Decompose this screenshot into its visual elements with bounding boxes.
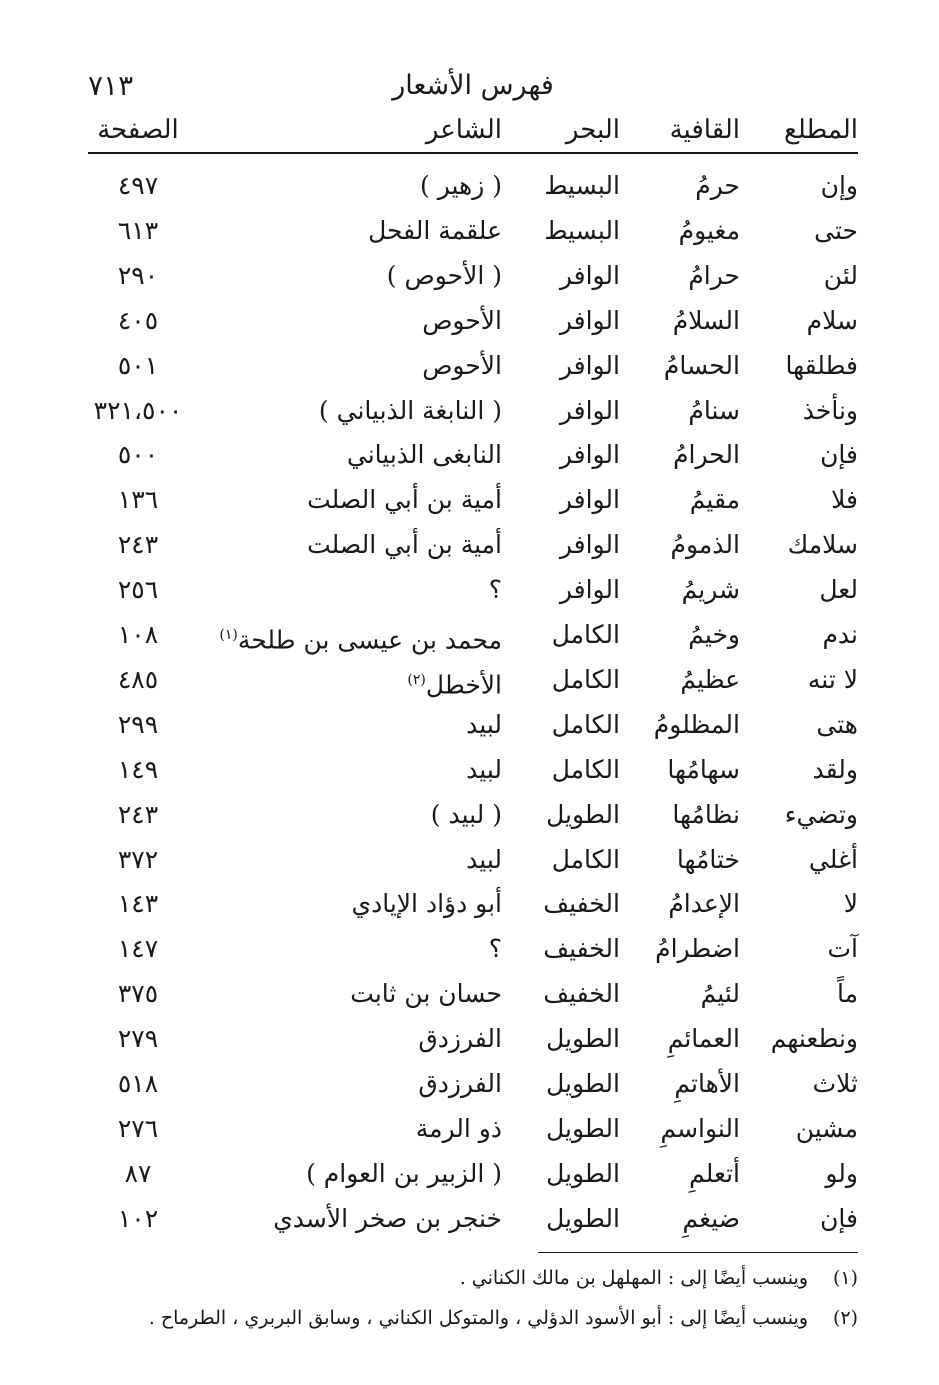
table-row xyxy=(88,613,858,657)
table-row xyxy=(88,164,858,208)
poetry-index-table xyxy=(88,164,858,1244)
poet-name: خنجر بن صخر الأسدي xyxy=(273,1203,502,1233)
cell-qafiya: وخيمُ xyxy=(688,620,740,649)
cell-matla: آت xyxy=(827,934,858,964)
cell-bahr: الطويل xyxy=(546,1113,620,1143)
table-row xyxy=(88,1017,858,1061)
cell-safha: ٢٩٠ xyxy=(117,260,159,290)
cell-matla: هتى xyxy=(816,709,858,739)
cell-bahr: الكامل xyxy=(551,664,620,694)
poet-name: ( لبيد ) xyxy=(430,799,502,829)
cell-qafiya: حرمُ xyxy=(695,171,740,200)
cell-bahr: الوافر xyxy=(559,260,620,290)
cell-qafiya: سهامُها xyxy=(667,754,740,784)
cell-safha: ٢٤٣ xyxy=(117,799,159,829)
cell-safha: ٤٠٥ xyxy=(117,305,159,335)
footnote-text: وينسب أيضًا إلى : المهلهل بن مالك الكناني . xyxy=(459,1267,808,1289)
cell-qafiya: اضطرامُ xyxy=(655,934,740,964)
cell-matla: فلا xyxy=(831,485,858,515)
cell-matla: حتى xyxy=(814,215,858,245)
cell-qafiya: السلامُ xyxy=(672,305,740,335)
cell-bahr: البسيط xyxy=(544,215,620,245)
cell-safha: ١٠٢ xyxy=(117,1203,159,1233)
cell-bahr: الوافر xyxy=(559,350,620,380)
cell-shaer xyxy=(416,1107,502,1151)
poet-name: ذو الرمة xyxy=(415,1113,502,1143)
cell-safha: ٥٠٠ xyxy=(117,440,159,470)
footnote-mark: (١) xyxy=(832,1267,858,1289)
cell-bahr: الطويل xyxy=(546,1024,620,1054)
table-row xyxy=(88,793,858,837)
poet-name: أبو دؤاد الإيادي xyxy=(351,889,502,919)
cell-shaer xyxy=(418,1017,502,1061)
table-row xyxy=(88,254,858,298)
cell-shaer xyxy=(219,613,502,662)
table-row xyxy=(88,299,858,343)
cell-shaer xyxy=(466,748,502,792)
cell-qafiya: ختامُها xyxy=(676,844,740,874)
poet-name: الفرزدق xyxy=(418,1069,502,1098)
table-row xyxy=(88,344,858,388)
table-row xyxy=(88,838,858,882)
page-header xyxy=(88,66,858,106)
cell-safha: ١٣٦ xyxy=(117,485,159,515)
cell-bahr: الخفيف xyxy=(543,889,620,919)
cell-matla: لا xyxy=(843,889,858,919)
cell-matla: ولقد xyxy=(812,754,858,784)
poet-name: الأخطل xyxy=(425,670,502,700)
poet-name: ( زهير ) xyxy=(420,171,502,200)
footnote xyxy=(148,1298,858,1338)
cell-bahr: الخفيف xyxy=(543,934,620,964)
cell-bahr: الكامل xyxy=(551,620,620,649)
cell-safha: ٥٠١ xyxy=(117,350,159,380)
cell-safha: ٤٩٧ xyxy=(117,171,159,200)
footnote-mark: (٢) xyxy=(832,1307,858,1329)
column-header-qafiya: القافية xyxy=(669,115,740,145)
cell-bahr: الكامل xyxy=(551,754,620,784)
table-row xyxy=(88,568,858,612)
cell-bahr: الطويل xyxy=(546,1203,620,1233)
cell-shaer xyxy=(418,1062,502,1106)
cell-safha: ٣٧٥ xyxy=(117,979,159,1009)
cell-matla: ونطعنهم xyxy=(770,1024,858,1054)
cell-bahr: الكامل xyxy=(551,844,620,874)
cell-matla: لئن xyxy=(823,260,858,290)
column-header-safha: الصفحة xyxy=(97,115,179,145)
cell-matla: سلام xyxy=(806,305,858,335)
cell-shaer xyxy=(407,658,502,707)
cell-matla: سلامك xyxy=(787,530,858,560)
cell-qafiya: عظيمُ xyxy=(680,664,740,694)
table-row xyxy=(88,703,858,747)
cell-shaer xyxy=(352,882,502,926)
cell-qafiya: أتعلمِ xyxy=(689,1158,740,1188)
poet-name: أمية بن أبي الصلت xyxy=(307,485,502,515)
header-rule xyxy=(88,152,858,154)
table-row xyxy=(88,478,858,522)
table-row xyxy=(88,389,858,433)
cell-shaer xyxy=(350,972,502,1016)
poet-name: الأحوص xyxy=(422,350,502,380)
cell-qafiya: مغيومُ xyxy=(678,215,740,245)
cell-safha: ٢٧٦ xyxy=(117,1113,159,1143)
footnote xyxy=(158,1258,858,1298)
cell-qafiya: الأهاتمِ xyxy=(674,1069,740,1098)
poet-name: علقمة الفحل xyxy=(368,215,502,245)
poet-name: ( الأحوص ) xyxy=(386,260,502,290)
cell-bahr: الخفيف xyxy=(543,979,620,1009)
cell-bahr: الوافر xyxy=(559,575,620,605)
cell-safha: ٦١٣ xyxy=(117,215,159,245)
table-row xyxy=(88,1107,858,1151)
cell-qafiya: شريمُ xyxy=(681,575,740,605)
table-row xyxy=(88,433,858,477)
cell-shaer xyxy=(422,344,502,388)
cell-qafiya: نظامُها xyxy=(672,799,740,829)
cell-shaer xyxy=(306,1152,502,1196)
cell-shaer xyxy=(387,254,502,298)
cell-safha: ٥١٨ xyxy=(117,1069,159,1098)
cell-matla: وإن xyxy=(820,171,858,200)
cell-bahr: الوافر xyxy=(559,530,620,560)
cell-safha: ٣٧٢ xyxy=(117,844,159,874)
poet-name: ؟ xyxy=(488,934,502,964)
cell-shaer xyxy=(347,433,502,477)
cell-safha: ١٤٧ xyxy=(117,934,159,964)
poet-name: لبيد xyxy=(466,844,502,874)
cell-shaer xyxy=(307,478,502,522)
footnote-rule xyxy=(538,1252,858,1253)
cell-shaer xyxy=(466,838,502,882)
cell-matla: أغلي xyxy=(808,844,858,874)
table-row xyxy=(88,1197,858,1241)
cell-matla: ماً xyxy=(836,979,858,1009)
table-row xyxy=(88,882,858,926)
cell-bahr: الطويل xyxy=(546,1158,620,1188)
table-row xyxy=(88,209,858,253)
footnote-reference: (١) xyxy=(219,627,238,643)
poet-name: لبيد xyxy=(466,754,502,784)
cell-qafiya: ضيغمِ xyxy=(682,1203,740,1233)
table-row xyxy=(88,1062,858,1106)
cell-bahr: الوافر xyxy=(559,305,620,335)
cell-safha: ١٠٨ xyxy=(117,620,159,649)
cell-shaer xyxy=(489,927,502,971)
cell-matla: ونأخذ xyxy=(802,395,858,425)
footnote-reference: (٢) xyxy=(407,671,426,688)
cell-shaer xyxy=(466,703,502,747)
cell-qafiya: الحسامُ xyxy=(663,350,740,380)
cell-matla: فإن xyxy=(820,1203,858,1233)
page-title: فهرس الأشعار xyxy=(392,70,554,101)
cell-matla: وتضيء xyxy=(784,799,858,829)
cell-shaer xyxy=(307,523,502,567)
cell-matla: لعل xyxy=(819,575,858,605)
column-header-shaer: الشاعر xyxy=(425,115,502,145)
cell-matla: لا تنه xyxy=(807,664,858,694)
cell-bahr: الوافر xyxy=(559,485,620,515)
poet-name: أمية بن أبي الصلت xyxy=(307,530,502,560)
cell-qafiya: الحرامُ xyxy=(673,440,740,470)
cell-safha: ٣٢١،٥٠٠ xyxy=(93,395,183,425)
cell-safha: ٢٧٩ xyxy=(117,1024,159,1054)
column-header-bahr: البحر xyxy=(565,115,620,145)
cell-shaer xyxy=(368,209,502,253)
cell-bahr: الوافر xyxy=(559,395,620,425)
cell-safha: ٨٧ xyxy=(124,1158,152,1188)
cell-qafiya: الإعدامُ xyxy=(668,889,740,919)
cell-matla: ولو xyxy=(825,1158,858,1188)
cell-bahr: الكامل xyxy=(551,709,620,739)
cell-matla: فطلقها xyxy=(785,350,858,380)
cell-matla: ثلاث xyxy=(812,1069,858,1098)
cell-bahr: الوافر xyxy=(559,440,620,470)
cell-bahr: الطويل xyxy=(546,799,620,829)
cell-qafiya: سنامُ xyxy=(688,395,740,425)
cell-bahr: الطويل xyxy=(546,1069,620,1098)
table-row xyxy=(88,927,858,971)
poet-name: حسان بن ثابت xyxy=(350,979,502,1009)
cell-shaer xyxy=(273,1197,502,1241)
poet-name: الأحوص xyxy=(422,305,502,335)
footnote-text: وينسب أيضًا إلى : أبو الأسود الدؤلي ، والمتوكل الكناني ، وسابق البربري ، الطرماح . xyxy=(148,1307,808,1329)
cell-qafiya: المظلومُ xyxy=(653,709,740,739)
cell-qafiya: النواسمِ xyxy=(660,1113,740,1143)
column-headers xyxy=(88,108,858,152)
cell-qafiya: حرامُ xyxy=(688,260,740,290)
cell-shaer xyxy=(319,389,502,433)
footnotes xyxy=(148,1258,858,1338)
cell-shaer xyxy=(420,164,502,208)
cell-safha: ٢٥٦ xyxy=(117,575,159,605)
poet-name: ( النابغة الذبياني ) xyxy=(318,395,502,425)
column-header-matla: المطلع xyxy=(784,115,858,145)
cell-safha: ٢٩٩ xyxy=(117,709,159,739)
cell-bahr: البسيط xyxy=(544,171,620,200)
poet-name: الفرزدق xyxy=(418,1024,502,1054)
poet-name: لبيد xyxy=(466,709,502,739)
cell-matla: مشين xyxy=(795,1113,858,1143)
cell-matla: فإن xyxy=(820,440,858,470)
cell-shaer xyxy=(422,299,502,343)
poet-name: ؟ xyxy=(488,575,502,605)
poet-name: محمد بن عيسى بن طلحة xyxy=(237,625,502,655)
cell-qafiya: الذمومُ xyxy=(670,530,740,560)
table-row xyxy=(88,972,858,1016)
page-number: ٧١٣ xyxy=(88,69,134,102)
poet-name: النابغى الذبياني xyxy=(346,440,502,470)
cell-safha: ١٤٣ xyxy=(117,889,159,919)
cell-shaer xyxy=(431,793,502,837)
table-row xyxy=(88,1152,858,1196)
cell-safha: ٤٨٥ xyxy=(117,664,159,694)
table-row xyxy=(88,658,858,702)
cell-shaer xyxy=(489,568,502,612)
cell-qafiya: مقيمُ xyxy=(689,485,740,515)
cell-qafiya: العمائمِ xyxy=(667,1024,740,1054)
poet-name: ( الزبير بن العوام ) xyxy=(306,1158,502,1188)
table-row xyxy=(88,748,858,792)
cell-safha: ٢٤٣ xyxy=(117,530,159,560)
table-row xyxy=(88,523,858,567)
cell-matla: ندم xyxy=(822,620,858,649)
cell-safha: ١٤٩ xyxy=(117,754,159,784)
cell-qafiya: لئيمُ xyxy=(700,979,740,1009)
